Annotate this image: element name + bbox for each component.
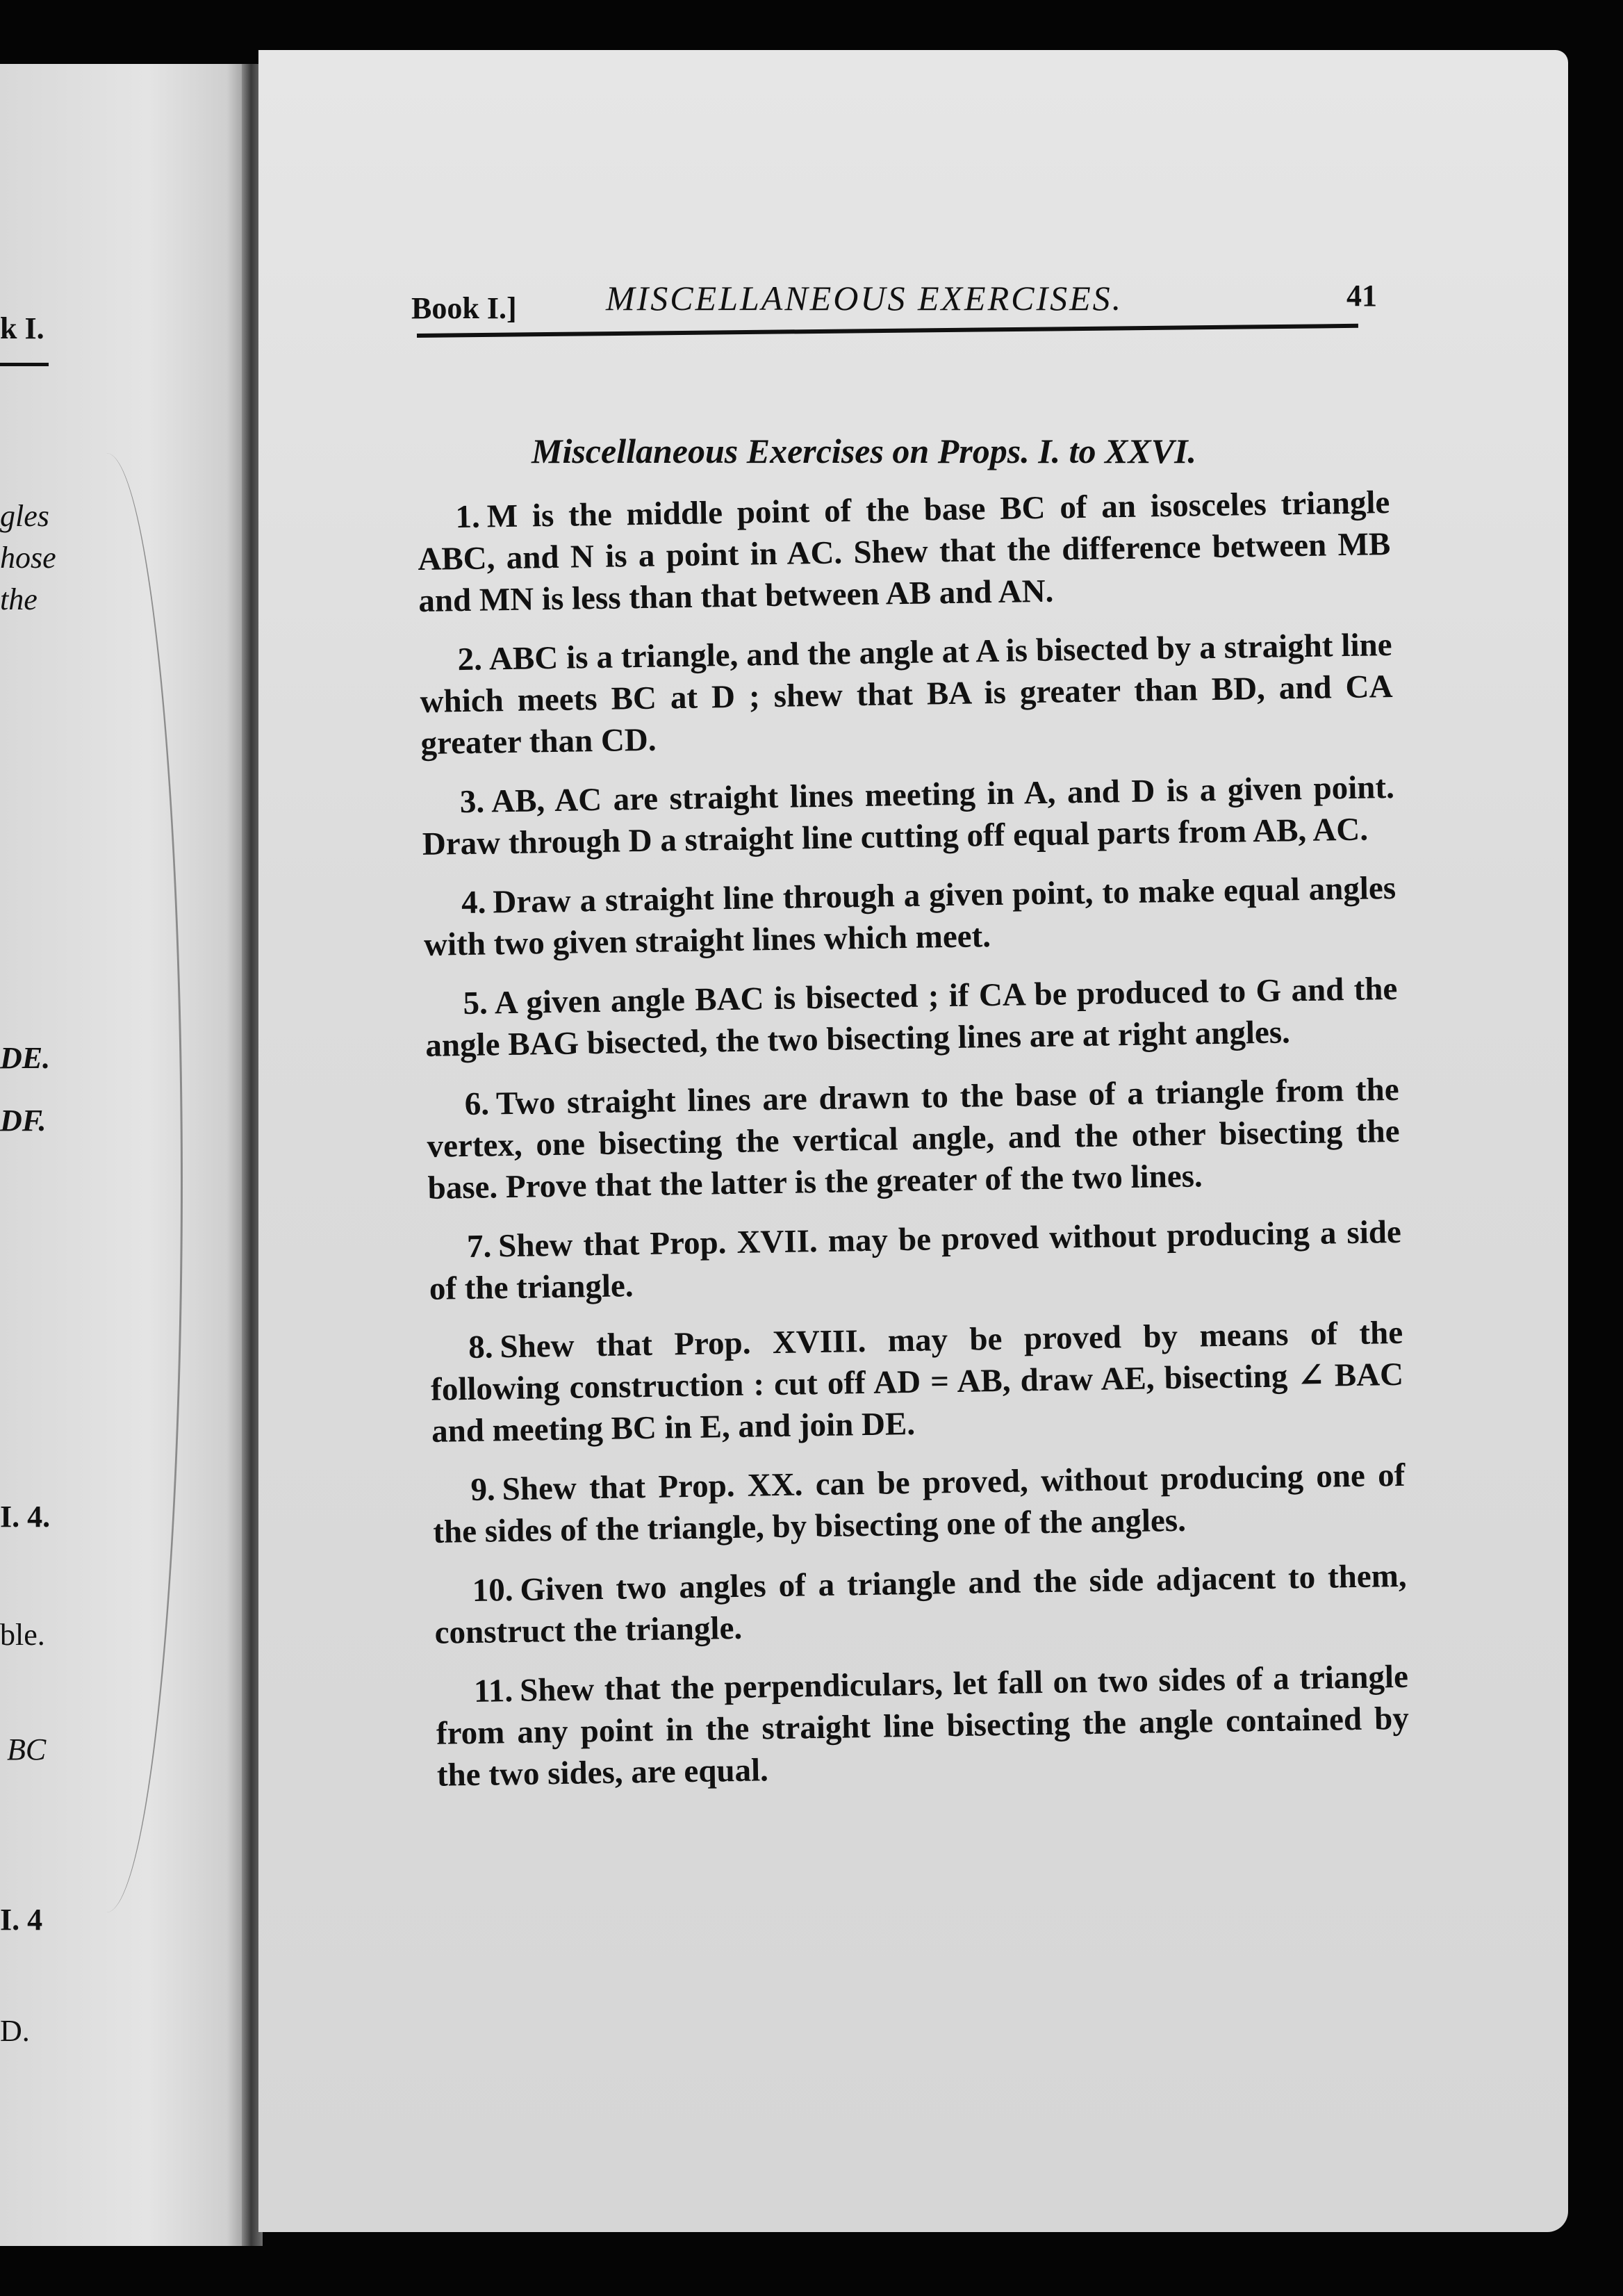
page-curl-line bbox=[56, 453, 183, 1912]
exercise-10 bbox=[434, 1555, 1408, 1654]
exercise-list bbox=[417, 482, 1410, 1814]
exercise-number: 9. bbox=[470, 1471, 496, 1508]
exercise-text: Two straight lines are drawn to the base of a triangle from the vertex, one bisecting the vertical angle, and the other bisecting the base. Prove that the latter is the greater of the two lines. bbox=[427, 1071, 1400, 1206]
exercise-text: A given angle BAC is bisected ; if CA be produced to G and the angle BAG bisected, the two bisecting lines are at right angles. bbox=[425, 970, 1398, 1064]
exercise-text: Given two angles of a triangle and the side adjacent to them, construct the triangle. bbox=[434, 1557, 1407, 1651]
exercise-text: Shew that Prop. XX. can be proved, without producing one of the sides of the triangle, by bisecting one of the angles. bbox=[432, 1457, 1406, 1550]
left-fragment-heading: k I. bbox=[0, 311, 44, 345]
exercise-7 bbox=[428, 1211, 1402, 1310]
left-fragment: ble. bbox=[0, 1618, 45, 1652]
left-fragment: D. bbox=[0, 2014, 30, 2048]
exercise-text: Shew that Prop. XVIII. may be proved by means of the following construction : cut off AD = AB, draw AE, bisecting ∠ BAC and meeting BC in E, and join DE. bbox=[430, 1314, 1404, 1450]
left-fragment: I. 4 bbox=[0, 1903, 43, 1937]
left-fragment: the bbox=[0, 582, 38, 616]
exercise-number: 2. bbox=[457, 641, 483, 678]
exercise-5 bbox=[425, 968, 1399, 1067]
left-header-rule bbox=[0, 363, 49, 366]
header-title: MISCELLANEOUS EXERCISES. bbox=[606, 279, 1123, 318]
left-fragment: hose bbox=[0, 541, 56, 575]
exercise-number: 8. bbox=[468, 1329, 493, 1366]
exercise-2 bbox=[419, 624, 1394, 764]
exercise-text: AB, AC are straight lines meeting in A, and D is a given point. Draw through D a straight line cutting off equal parts from AB, AC. bbox=[422, 769, 1395, 862]
exercise-number: 7. bbox=[466, 1228, 492, 1265]
exercise-number: 4. bbox=[461, 884, 486, 921]
exercise-9 bbox=[432, 1454, 1406, 1553]
exercise-number: 5. bbox=[463, 985, 488, 1022]
left-fragment: I. 4. bbox=[0, 1500, 51, 1534]
exercise-number: 11. bbox=[473, 1673, 513, 1709]
exercise-text: Shew that Prop. XVII. may be proved without producing a side of the triangle. bbox=[429, 1213, 1402, 1307]
exercise-text: Draw a straight line through a given point, to make equal angles with two given straight lines which meet. bbox=[423, 869, 1397, 963]
book-label: Book I.] bbox=[411, 291, 517, 325]
section-title: Miscellaneous Exercises on Props. I. to XXVI. bbox=[532, 432, 1197, 470]
exercise-number: 1. bbox=[455, 498, 481, 536]
exercise-text: M is the middle point of the base BC of an isosceles triangle ABC, and N is a point in AC. Shew that the difference between MB and MN is less than that between AB and AN. bbox=[418, 484, 1391, 619]
exercise-text: Shew that the perpendiculars, let fall on two sides of a triangle from any point in the straight line bisecting the angle contained by the two sides, are equal. bbox=[436, 1658, 1410, 1794]
exercise-text: ABC is a triangle, and the angle at A is bisected by a straight line which meets BC at D ; shew that BA is greater than BD, and CA greater than CD. bbox=[420, 626, 1393, 762]
exercise-number: 6. bbox=[464, 1085, 490, 1123]
left-fragment: DF. bbox=[0, 1104, 47, 1138]
exercise-6 bbox=[426, 1069, 1401, 1209]
left-fragment: BC bbox=[7, 1732, 47, 1766]
exercise-number: 10. bbox=[472, 1572, 513, 1609]
exercise-4 bbox=[423, 867, 1397, 966]
left-fragment: DE. bbox=[0, 1041, 51, 1075]
page-number: 41 bbox=[1346, 279, 1377, 313]
exercise-3 bbox=[421, 766, 1395, 865]
left-page bbox=[0, 64, 247, 2246]
exercise-1 bbox=[417, 482, 1392, 622]
exercise-number: 3. bbox=[459, 783, 485, 821]
left-fragment: gles bbox=[0, 499, 49, 533]
exercise-8 bbox=[430, 1312, 1405, 1452]
exercise-11 bbox=[436, 1656, 1410, 1796]
